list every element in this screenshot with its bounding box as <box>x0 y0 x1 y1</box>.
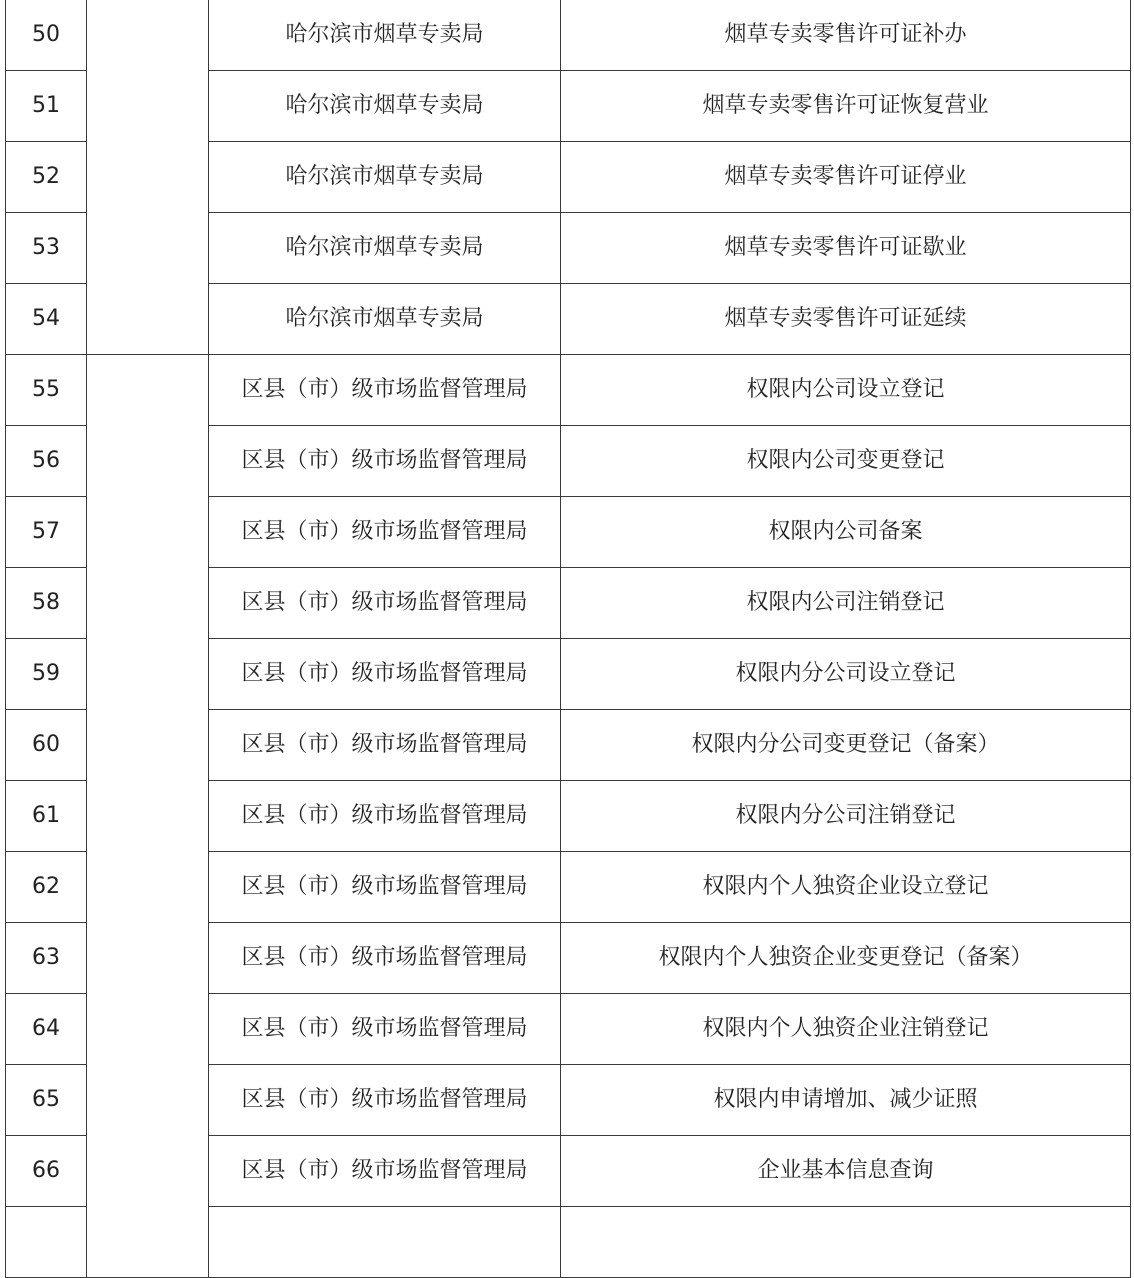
department-cell: 哈尔滨市烟草专卖局 <box>209 71 561 142</box>
item-cell: 权限内分公司注销登记 <box>561 781 1131 852</box>
department-cell: 哈尔滨市烟草专卖局 <box>209 284 561 355</box>
row-number: 65 <box>6 1065 87 1136</box>
department-cell: 哈尔滨市烟草专卖局 <box>209 213 561 284</box>
department-cell: 哈尔滨市烟草专卖局 <box>209 0 561 71</box>
department-cell: 区县（市）级市场监督管理局 <box>209 994 561 1065</box>
item-cell: 烟草专卖零售许可证延续 <box>561 284 1131 355</box>
department-cell: 区县（市）级市场监督管理局 <box>209 923 561 994</box>
row-number: 55 <box>6 355 87 426</box>
row-number: 58 <box>6 568 87 639</box>
department-cell <box>209 1207 561 1278</box>
table-row <box>6 355 1131 426</box>
row-number: 53 <box>6 213 87 284</box>
department-cell: 区县（市）级市场监督管理局 <box>209 639 561 710</box>
category-cell <box>87 355 209 1278</box>
department-cell: 区县（市）级市场监督管理局 <box>209 852 561 923</box>
department-cell: 哈尔滨市烟草专卖局 <box>209 142 561 213</box>
department-cell: 区县（市）级市场监督管理局 <box>209 1065 561 1136</box>
department-cell: 区县（市）级市场监督管理局 <box>209 497 561 568</box>
item-cell: 烟草专卖零售许可证歇业 <box>561 213 1131 284</box>
row-number: 63 <box>6 923 87 994</box>
item-cell <box>561 1207 1131 1278</box>
row-number: 52 <box>6 142 87 213</box>
department-cell: 区县（市）级市场监督管理局 <box>209 710 561 781</box>
department-cell: 区县（市）级市场监督管理局 <box>209 1136 561 1207</box>
item-cell: 权限内分公司设立登记 <box>561 639 1131 710</box>
item-cell: 烟草专卖零售许可证停业 <box>561 142 1131 213</box>
row-number <box>6 1207 87 1278</box>
department-cell: 区县（市）级市场监督管理局 <box>209 568 561 639</box>
item-cell: 权限内申请增加、减少证照 <box>561 1065 1131 1136</box>
row-number: 51 <box>6 71 87 142</box>
item-cell: 烟草专卖零售许可证补办 <box>561 0 1131 71</box>
row-number: 59 <box>6 639 87 710</box>
row-number: 54 <box>6 284 87 355</box>
item-cell: 权限内个人独资企业设立登记 <box>561 852 1131 923</box>
row-number: 66 <box>6 1136 87 1207</box>
item-cell: 权限内公司设立登记 <box>561 355 1131 426</box>
row-number: 61 <box>6 781 87 852</box>
item-cell: 权限内个人独资企业注销登记 <box>561 994 1131 1065</box>
row-number: 57 <box>6 497 87 568</box>
row-number: 50 <box>6 0 87 71</box>
category-cell <box>87 0 209 355</box>
table-row <box>6 0 1131 71</box>
row-number: 60 <box>6 710 87 781</box>
item-cell: 权限内公司备案 <box>561 497 1131 568</box>
row-number: 62 <box>6 852 87 923</box>
item-cell: 烟草专卖零售许可证恢复营业 <box>561 71 1131 142</box>
row-number: 56 <box>6 426 87 497</box>
department-cell: 区县（市）级市场监督管理局 <box>209 781 561 852</box>
item-cell: 权限内个人独资企业变更登记（备案） <box>561 923 1131 994</box>
item-cell: 权限内分公司变更登记（备案） <box>561 710 1131 781</box>
item-cell: 企业基本信息查询 <box>561 1136 1131 1207</box>
service-items-table <box>5 0 1131 1278</box>
row-number: 64 <box>6 994 87 1065</box>
item-cell: 权限内公司变更登记 <box>561 426 1131 497</box>
department-cell: 区县（市）级市场监督管理局 <box>209 426 561 497</box>
department-cell: 区县（市）级市场监督管理局 <box>209 355 561 426</box>
item-cell: 权限内公司注销登记 <box>561 568 1131 639</box>
